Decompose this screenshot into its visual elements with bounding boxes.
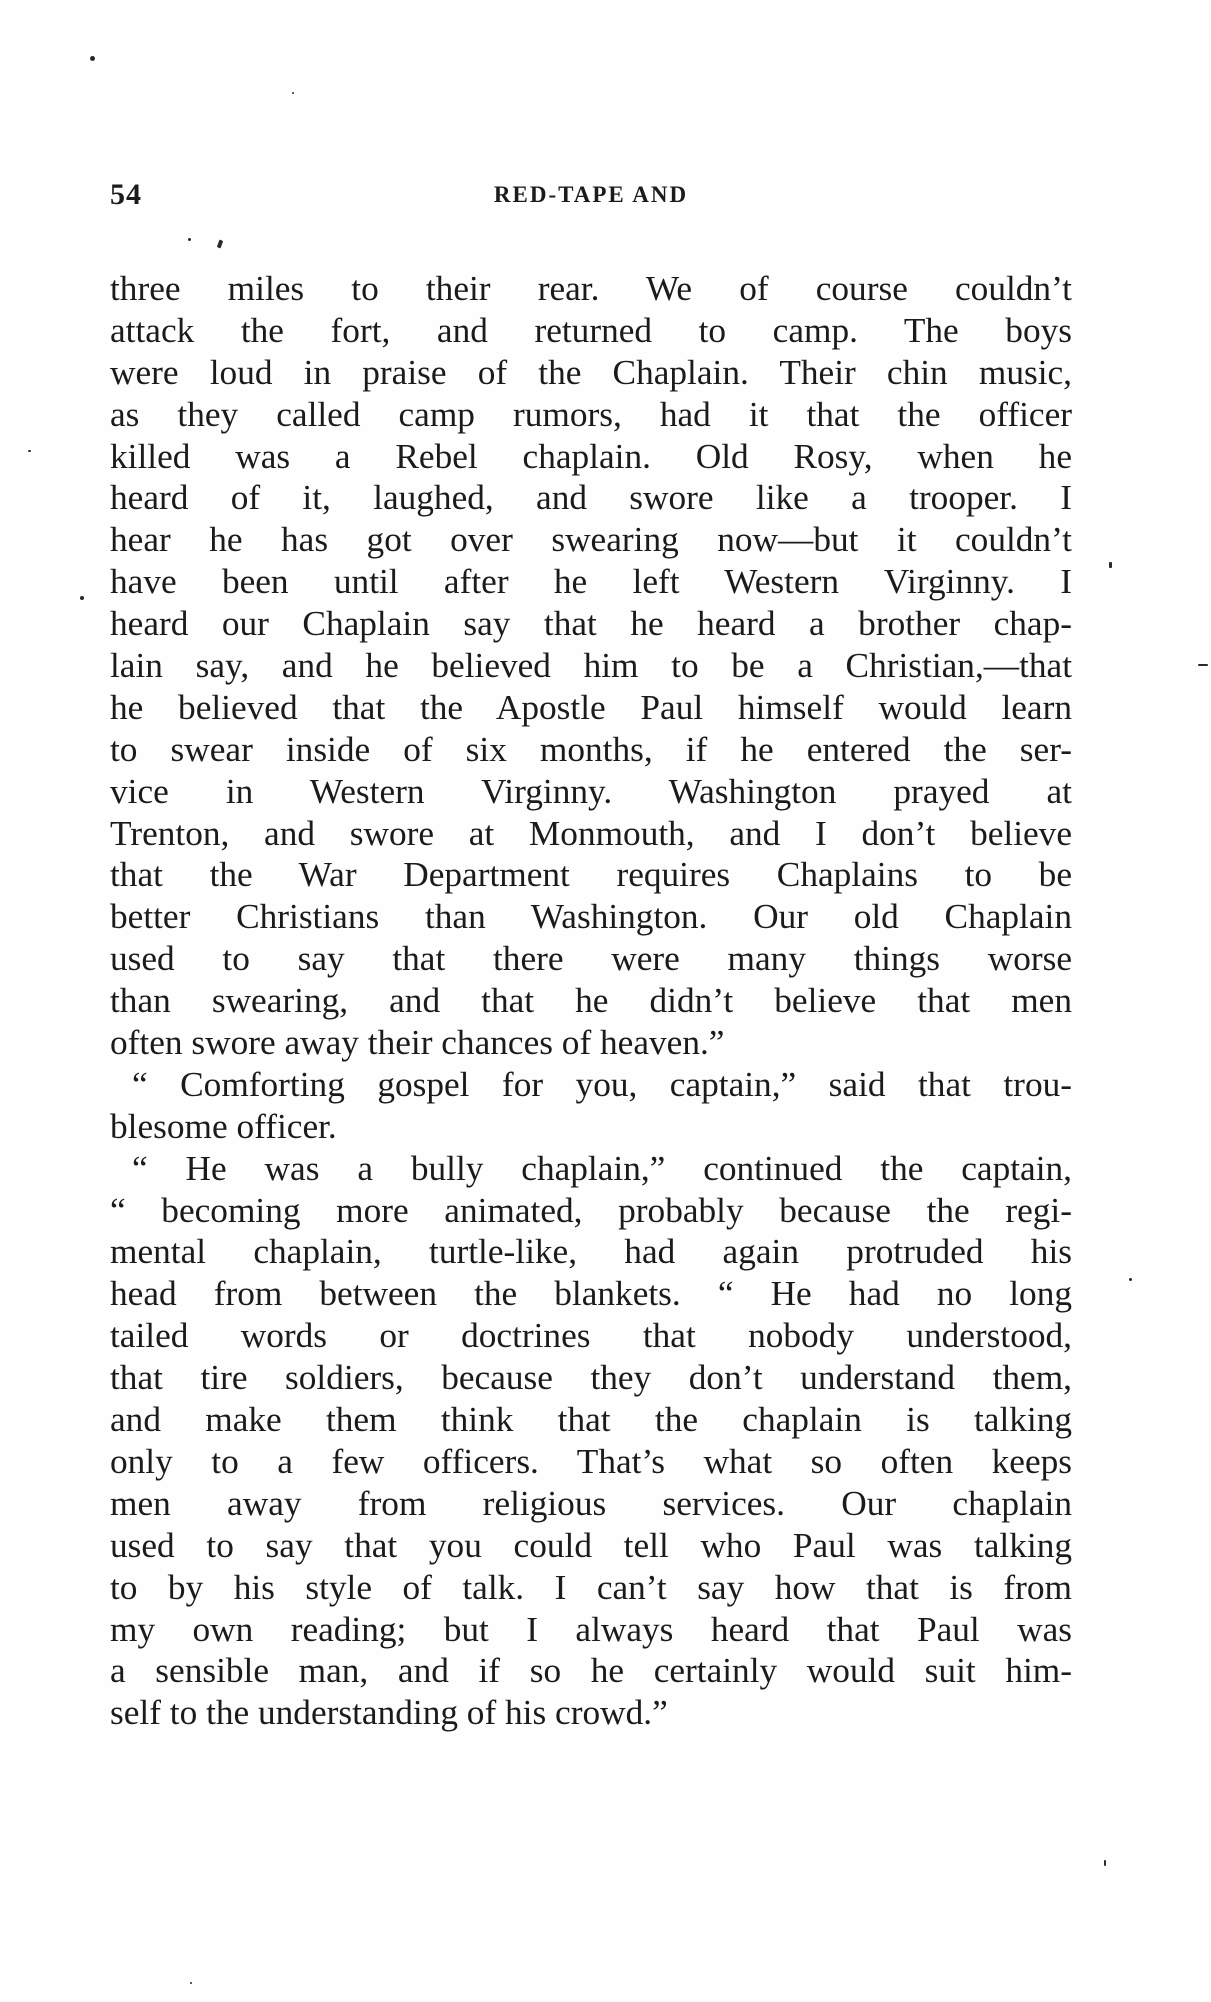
text-line: men away from religious services. Our chaplain — [110, 1483, 1072, 1523]
text-line: better Christians than Washington. Our old Chaplain — [110, 897, 1072, 937]
paragraph-end-line: often swore away their chances of heaven.” — [110, 1023, 725, 1063]
text-line: killed was a Rebel chaplain. Old Rosy, when he — [110, 436, 1072, 476]
text-line: heard our Chaplain say that he heard a brother chap- — [110, 604, 1072, 644]
scan-speck — [90, 56, 95, 61]
body-text — [110, 268, 1072, 1734]
scan-speck — [80, 596, 84, 600]
page-header — [110, 178, 1072, 218]
text-line: tailed words or doctrines that nobody understood, — [110, 1316, 1072, 1356]
text-line: head from between the blankets. “ He had no long — [110, 1274, 1072, 1314]
text-line: used to say that you could tell who Paul was talking — [110, 1525, 1072, 1565]
text-line: to swear inside of six months, if he entered the ser- — [110, 729, 1072, 769]
scan-speck — [1129, 1278, 1132, 1281]
text-line: Trenton, and swore at Monmouth, and I don’t believe — [110, 813, 1072, 853]
text-line: heard of it, laughed, and swore like a trooper. I — [110, 478, 1072, 518]
page-number: 54 — [110, 178, 142, 211]
text-line: to by his style of talk. I can’t say how that is from — [110, 1567, 1072, 1607]
scan-speck — [188, 238, 191, 241]
paragraph-start-line: “ He was a bully chaplain,” continued the captain, — [132, 1148, 1072, 1188]
text-line: three miles to their rear. We of course couldn’t — [110, 269, 1072, 308]
scan-speck — [1104, 1860, 1106, 1866]
paragraph-end-line: blesome officer. — [110, 1106, 337, 1146]
text-line: he believed that the Apostle Paul himself would learn — [110, 687, 1072, 727]
text-line: have been until after he left Western Virginny. I — [110, 562, 1072, 602]
text-line: only to a few officers. That’s what so often keeps — [110, 1441, 1072, 1481]
scan-speck — [28, 450, 31, 452]
text-line: my own reading; but I always heard that Paul was — [110, 1609, 1072, 1649]
scan-speck — [190, 1982, 192, 1984]
text-line: as they called camp rumors, had it that the officer — [110, 394, 1072, 434]
text-line: that the War Department requires Chaplains to be — [110, 855, 1072, 895]
text-line: “ becoming more animated, probably because the regi- — [110, 1190, 1072, 1230]
scan-speck — [292, 92, 294, 94]
text-line: hear he has got over swearing now—but it couldn’t — [110, 520, 1072, 560]
text-line: than swearing, and that he didn’t believe that men — [110, 981, 1072, 1021]
paragraph-start-line: “ Comforting gospel for you, captain,” said that trou- — [132, 1064, 1072, 1104]
scan-speck — [1198, 664, 1208, 666]
text-line: vice in Western Virginny. Washington prayed at — [110, 771, 1072, 811]
text-line: were loud in praise of the Chaplain. Their chin music, — [110, 352, 1072, 392]
text-line: lain say, and he believed him to be a Christian,—that — [110, 646, 1072, 686]
paragraph-end-line: self to the understanding of his crowd.” — [110, 1693, 668, 1733]
text-line: used to say that there were many things worse — [110, 939, 1072, 979]
scan-speck — [1109, 562, 1112, 568]
text-line: that tire soldiers, because they don’t understand them, — [110, 1358, 1072, 1398]
text-line: mental chaplain, turtle-like, had again protruded his — [110, 1232, 1072, 1272]
scan-speck — [217, 240, 223, 249]
text-line: and make them think that the chaplain is talking — [110, 1400, 1072, 1440]
text-line: a sensible man, and if so he certainly would suit him- — [110, 1651, 1072, 1691]
running-head: RED-TAPE AND — [493, 182, 689, 207]
text-line: attack the fort, and returned to camp. The boys — [110, 310, 1072, 350]
